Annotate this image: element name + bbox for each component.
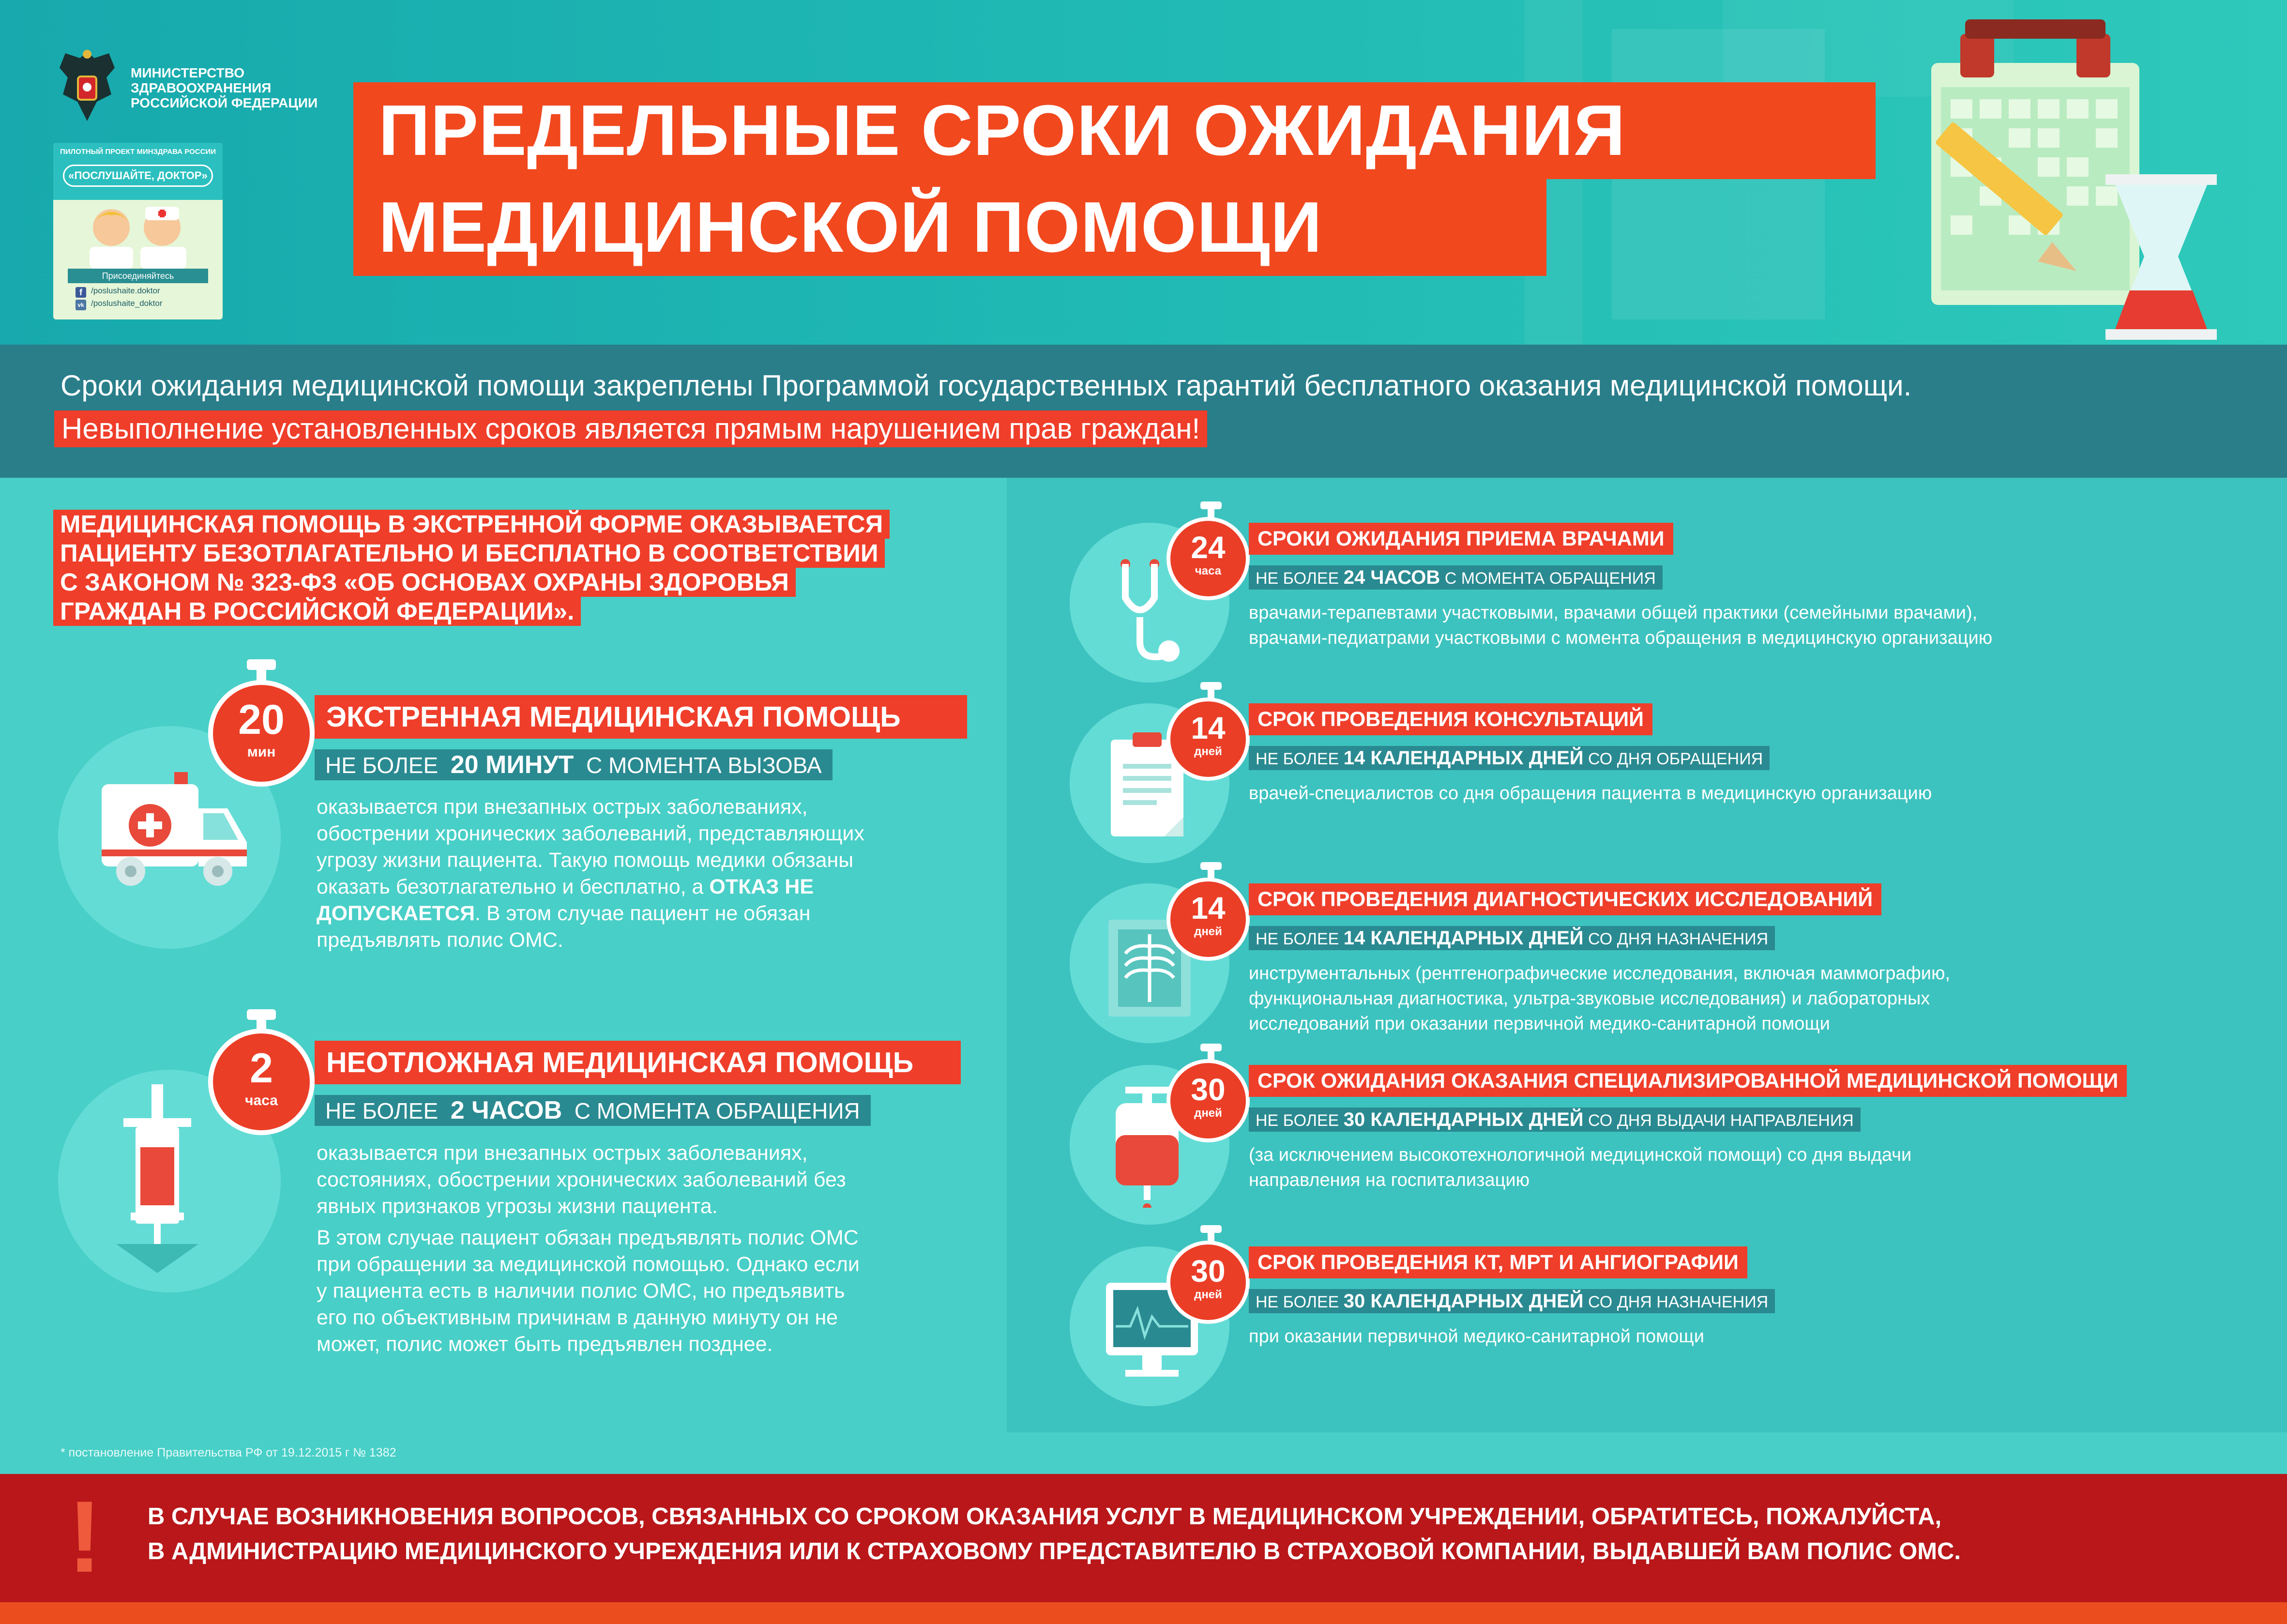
limit-value: 30 КАЛЕНДАРНЫХ ДНЕЙ xyxy=(1343,1109,1584,1130)
limit-pre: НЕ БОЛЕЕ xyxy=(1256,1293,1339,1311)
limit-value: 30 КАЛЕНДАРНЫХ ДНЕЙ xyxy=(1343,1290,1584,1312)
limit-pre: НЕ БОЛЕЕ xyxy=(1256,569,1339,588)
limit-post: С МОМЕНТА ОБРАЩЕНИЯ xyxy=(574,1098,860,1123)
exclamation-icon: ! xyxy=(68,1480,102,1594)
item-time-limit xyxy=(1249,565,1663,590)
timer-unit: дней xyxy=(1194,1288,1222,1301)
body-line: врачей-специалистов со дня обращения пациента в медицинскую организацию xyxy=(1249,783,1932,804)
facebook-icon: f xyxy=(76,287,86,298)
body-line: исследований при оказании первичной медико-санитарной помощи xyxy=(1249,1014,1830,1034)
item-body xyxy=(1249,1324,1704,1349)
time-limit xyxy=(315,749,833,780)
timer-badge xyxy=(1166,878,1250,961)
body-line: оказывается при внезапных острых заболеваниях, xyxy=(317,1141,808,1165)
footnote: * постановление Правительства РФ от 19.12.2015 г № 1382 xyxy=(61,1446,396,1459)
body-line: при оказании первичной медико-санитарной помощи xyxy=(1249,1326,1704,1347)
body-line: инструментальных (рентгенографические исследования, включая маммографию, xyxy=(1249,963,1951,984)
timer-badge xyxy=(1166,517,1250,600)
page-title-line: ПРЕДЕЛЬНЫЕ СРОКИ ОЖИДАНИЯ xyxy=(379,91,1626,170)
legal-line: МЕДИЦИНСКАЯ ПОМОЩЬ В ЭКСТРЕННОЙ ФОРМЕ ОКАЗЫВАЕТСЯ xyxy=(53,510,890,539)
timer-badge xyxy=(208,1029,315,1135)
item-body xyxy=(1249,600,1992,651)
timer-unit: дней xyxy=(1194,925,1222,938)
body-line: состояниях, обострении хронических заболеваний без xyxy=(317,1168,846,1191)
ministry-name xyxy=(131,65,334,110)
limit-pre: НЕ БОЛЕЕ xyxy=(1256,1111,1339,1130)
bottom-strip xyxy=(0,1602,2287,1624)
promo-join-label: Присоединяйтесь xyxy=(68,269,208,283)
bottom-warning-line: В АДМИНИСТРАЦИЮ МЕДИЦИНСКОГО УЧРЕЖДЕНИЯ ИЛИ К СТРАХОВОМУ ПРЕДСТАВИТЕЛЮ В СТРАХОВОЙ КОМПАНИИ, ВЫДАВШЕЙ ВАМ ПОЛИС ОМС. xyxy=(148,1538,1961,1564)
doctors-illustration-icon xyxy=(73,201,203,269)
page-title-line: МЕДИЦИНСКОЙ ПОМОЩИ xyxy=(379,187,1323,267)
limit-value: 2 ЧАСОВ xyxy=(450,1096,562,1124)
timer-unit: часа xyxy=(245,1093,278,1108)
legal-line: ГРАЖДАН В РОССИЙСКОЙ ФЕДЕРАЦИИ». xyxy=(53,597,581,626)
body-line: обострении хронических заболеваний, представляющих xyxy=(317,822,864,845)
timer-number: 14 xyxy=(1191,891,1226,926)
intro-text: Сроки ожидания медицинской помощи закреплены Программой государственных гарантий бесплатного оказания медицинской помощи. xyxy=(61,369,1912,402)
limit-post: С МОМЕНТА ОБРАЩЕНИЯ xyxy=(1444,569,1656,588)
body-line: предъявлять полис ОМС. xyxy=(317,928,563,952)
title-box xyxy=(353,82,1876,179)
item-title: СРОК ПРОВЕДЕНИЯ КТ, МРТ И АНГИОГРАФИИ xyxy=(1249,1246,1747,1278)
body-line: при обращении за медицинской помощью. Однако если xyxy=(317,1253,860,1276)
calendar-hourglass-illustration-icon xyxy=(1893,19,2241,345)
item-body xyxy=(1249,1142,1911,1193)
body-line: его по объективным причинам в данную минуту он не xyxy=(317,1306,838,1329)
vk-icon: vk xyxy=(76,300,86,310)
coat-of-arms-icon xyxy=(51,48,123,123)
bottom-warning-line: В СЛУЧАЕ ВОЗНИКНОВЕНИЯ ВОПРОСОВ, СВЯЗАННЫХ СО СРОКОМ ОКАЗАНИЯ УСЛУГ В МЕДИЦИНСКОМ УЧРЕЖДЕНИИ, ОБРАТИТЕСЬ, ПОЖАЛУЙСТА, xyxy=(148,1503,1942,1530)
limit-value: 14 КАЛЕНДАРНЫХ ДНЕЙ xyxy=(1343,747,1584,769)
promo-vk-link[interactable]: /poslushaite_doktor xyxy=(91,299,163,308)
limit-post: СО ДНЯ НАЗНАЧЕНИЯ xyxy=(1588,1293,1769,1311)
refusal-highlight: ДОПУСКАЕТСЯ xyxy=(317,902,475,925)
timer-number: 2 xyxy=(250,1045,273,1092)
item-title: СРОКИ ОЖИДАНИЯ ПРИЕМА ВРАЧАМИ xyxy=(1249,523,1673,555)
promo-kicker: ПИЛОТНЫЙ ПРОЕКТ МИНЗДРАВА РОССИИ xyxy=(60,148,216,156)
timer-number: 14 xyxy=(1191,711,1226,745)
timer-unit: мин xyxy=(247,744,276,760)
promo-name: «ПОСЛУШАЙТЕ, ДОКТОР» xyxy=(63,165,213,187)
promo-facebook-link[interactable]: /poslushaite.doktor xyxy=(91,286,160,295)
item-body xyxy=(1249,961,1950,1036)
item-title: СРОК ОЖИДАНИЯ ОКАЗАНИЯ СПЕЦИАЛИЗИРОВАННОЙ МЕДИЦИНСКОЙ ПОМОЩИ xyxy=(1249,1065,2127,1097)
syringe-icon xyxy=(102,1084,213,1273)
promo-badge[interactable] xyxy=(53,143,223,319)
item-time-limit xyxy=(1249,1108,1861,1132)
timer-number: 30 xyxy=(1191,1072,1226,1107)
body-line: может, полис может быть предъявлен позднее. xyxy=(317,1333,773,1356)
body-line: явных признаков угрозы жизни пациента. xyxy=(317,1195,718,1218)
limit-value: 20 МИНУТ xyxy=(450,751,574,779)
title-box xyxy=(353,179,1546,276)
limit-post: СО ДНЯ ОБРАЩЕНИЯ xyxy=(1588,750,1763,768)
limit-pre: НЕ БОЛЕЕ xyxy=(325,1098,439,1123)
timer-badge xyxy=(1166,1241,1250,1324)
timer-unit: дней xyxy=(1194,745,1222,758)
body-line: В этом случае пациент обязан предъявлять полис ОМС xyxy=(317,1226,859,1249)
timer-badge xyxy=(1166,698,1250,781)
body-line: оказать безотлагательно и бесплатно, а ОТКАЗ НЕ xyxy=(317,875,814,898)
limit-pre: НЕ БОЛЕЕ xyxy=(1256,750,1339,768)
item-title: СРОК ПРОВЕДЕНИЯ ДИАГНОСТИЧЕСКИХ ИССЛЕДОВАНИЙ xyxy=(1249,883,1881,915)
ambulance-icon xyxy=(97,765,252,895)
legal-line: С ЗАКОНОМ № 323-ФЗ «ОБ ОСНОВАХ ОХРАНЫ ЗДОРОВЬЯ xyxy=(53,568,796,597)
body-line: угрозу жизни пациента. Такую помощь медики обязаны xyxy=(317,849,854,872)
section-title: НЕОТЛОЖНАЯ МЕДИЦИНСКАЯ ПОМОЩЬ xyxy=(315,1041,961,1084)
timer-badge xyxy=(1166,1059,1250,1142)
refusal-highlight: ОТКАЗ НЕ xyxy=(709,875,814,898)
body-line: функциональная диагностика, ультра-звуковые исследования) и лабораторных xyxy=(1249,988,1930,1009)
item-time-limit xyxy=(1249,1289,1775,1313)
timer-badge xyxy=(208,680,315,787)
ministry-line: РОССИЙСКОЙ ФЕДЕРАЦИИ xyxy=(131,95,318,110)
limit-post: С МОМЕНТА ВЫЗОВА xyxy=(586,753,822,778)
limit-post: СО ДНЯ ВЫДАЧИ НАПРАВЛЕНИЯ xyxy=(1588,1111,1854,1130)
limit-post: СО ДНЯ НАЗНАЧЕНИЯ xyxy=(1588,930,1769,948)
limit-value: 14 КАЛЕНДАРНЫХ ДНЕЙ xyxy=(1343,927,1584,949)
body-line: врачами-терапевтами участковыми, врачами общей практики (семейными врачами), xyxy=(1249,603,1978,623)
section-body xyxy=(317,1140,860,1358)
timer-unit: дней xyxy=(1194,1107,1222,1120)
body-line: ДОПУСКАЕТСЯ. В этом случае пациент не обязан xyxy=(317,902,811,925)
limit-pre: НЕ БОЛЕЕ xyxy=(1256,930,1339,948)
intro-warning: Невыполнение установленных сроков является прямым нарушением прав граждан! xyxy=(54,410,1207,447)
limit-pre: НЕ БОЛЕЕ xyxy=(325,753,439,778)
item-title: СРОК ПРОВЕДЕНИЯ КОНСУЛЬТАЦИЙ xyxy=(1249,703,1652,735)
ministry-line: ЗДРАВООХРАНЕНИЯ xyxy=(131,80,272,95)
section-body xyxy=(317,794,864,954)
time-limit xyxy=(315,1095,871,1126)
ministry-line: МИНИСТЕРСТВО xyxy=(131,65,245,80)
body-line: оказывается при внезапных острых заболеваниях, xyxy=(317,795,808,819)
body-line: (за исключением высокотехнологичной медицинской помощи) со дня выдачи xyxy=(1249,1145,1912,1165)
timer-unit: часа xyxy=(1195,564,1222,577)
item-time-limit xyxy=(1249,746,1770,770)
section-title: ЭКСТРЕННАЯ МЕДИЦИНСКАЯ ПОМОЩЬ xyxy=(315,695,967,739)
body-line: у пациента есть в наличии полис ОМС, но предъявить xyxy=(317,1279,845,1303)
timer-number: 20 xyxy=(238,697,285,743)
limit-value: 24 ЧАСОВ xyxy=(1343,567,1440,588)
timer-number: 24 xyxy=(1191,530,1226,565)
item-body xyxy=(1249,781,1932,806)
item-time-limit xyxy=(1249,926,1775,950)
body-line: врачами-педиатрами участковыми с момента обращения в медицинскую организацию xyxy=(1249,628,1993,648)
legal-line: ПАЦИЕНТУ БЕЗОТЛАГАТЕЛЬНО И БЕСПЛАТНО В СООТВЕТСТВИИ xyxy=(53,539,885,568)
timer-number: 30 xyxy=(1191,1254,1226,1289)
body-line: направления на госпитализацию xyxy=(1249,1170,1530,1190)
